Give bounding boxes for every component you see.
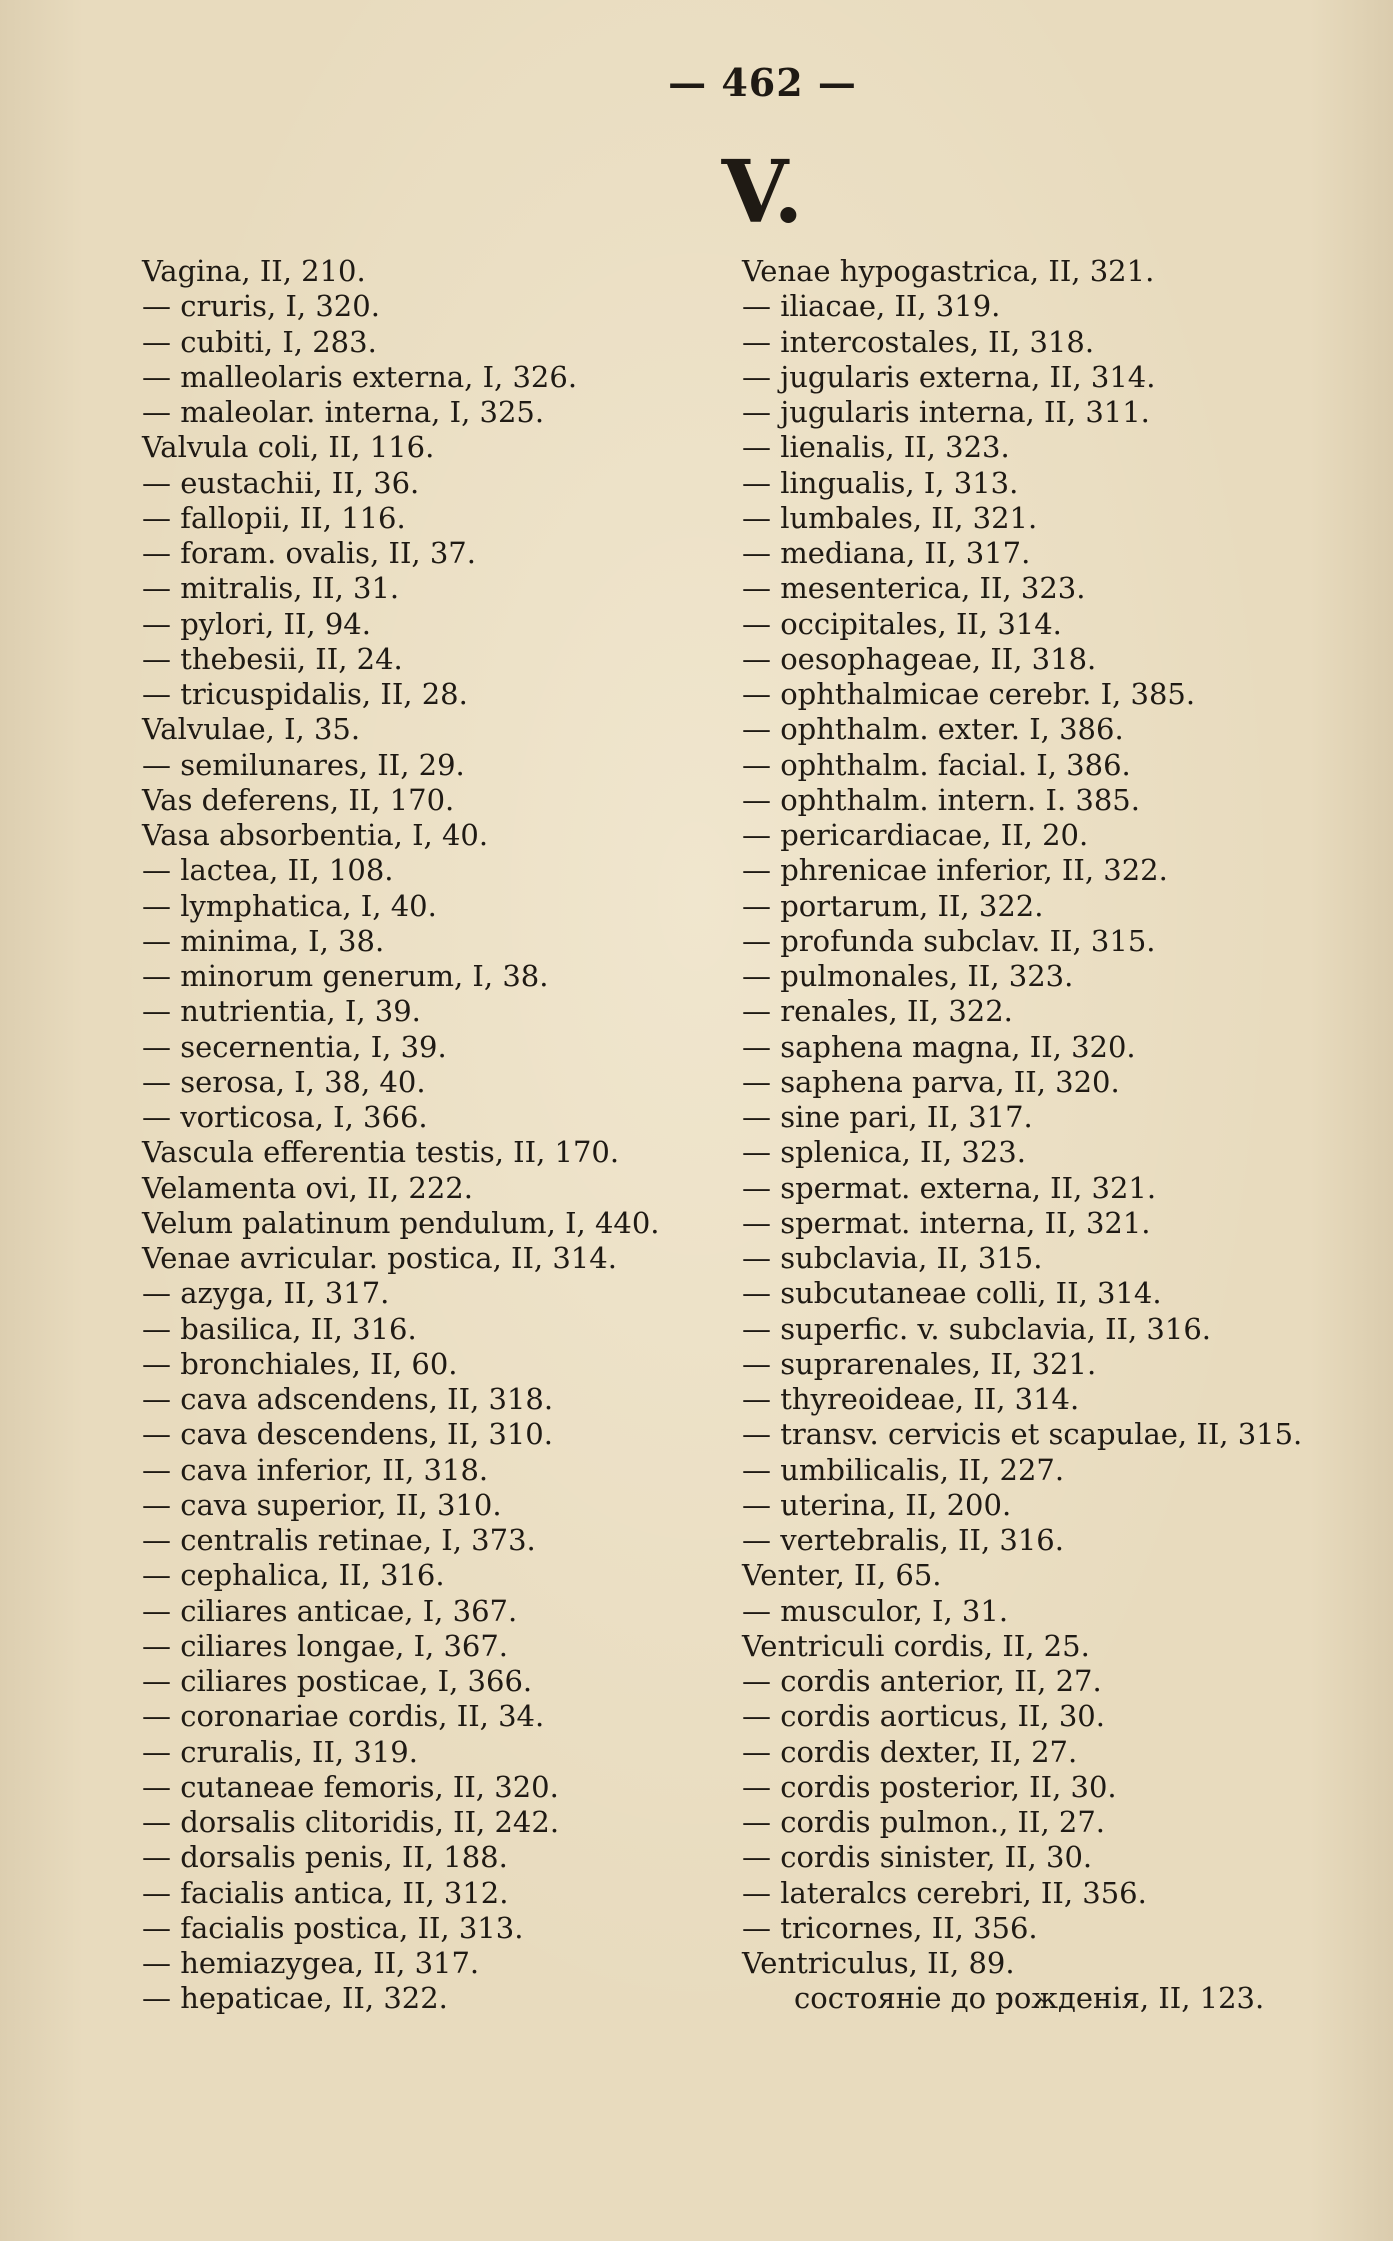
index-entry: Venter, II, 65. [742, 1558, 942, 1593]
index-entry: — lingualis, I, 313. [742, 465, 1019, 500]
index-entry: — ciliares posticae, I, 366. [142, 1664, 533, 1698]
index-entry: — saphena parva, II, 320. [742, 1064, 1120, 1099]
index-entry: — cordis dexter, II, 27. [742, 1734, 1078, 1769]
index-entry: — tricuspidalis, II, 28. [142, 677, 468, 711]
index-entry: — minima, I, 38. [142, 923, 385, 958]
index-entry: — profunda subclav. II, 315. [742, 923, 1156, 958]
index-entry: — pulmonales, II, 323. [742, 959, 1074, 993]
index-entry: — centralis retinae, I, 373. [142, 1523, 536, 1557]
index-entry: — iliacae, II, 319. [742, 289, 1001, 324]
index-entry: — lumbales, II, 321. [742, 500, 1038, 535]
index-entry: — cruris, I, 320. [142, 289, 380, 324]
index-entry: — occipitales, II, 314. [742, 606, 1062, 641]
index-entry: — cordis aorticus, II, 30. [742, 1699, 1105, 1734]
index-entry: — tricornes, II, 356. [742, 1910, 1038, 1945]
index-entry: — thyreoideae, II, 314. [742, 1382, 1080, 1416]
page-number: — 462 — [668, 60, 857, 105]
section-heading: V. [721, 142, 804, 243]
index-entry: — cava adscendens, II, 318. [142, 1382, 554, 1416]
index-entry: — cephalica, II, 316. [142, 1558, 445, 1593]
index-entry: — portarum, II, 322. [742, 888, 1044, 923]
index-entry: — hepaticae, II, 322. [142, 1981, 448, 2016]
index-entry: — transv. cervicis et scapulae, II, 315. [742, 1417, 1303, 1452]
index-entry: — saphena magna, II, 320. [742, 1029, 1136, 1064]
index-entry: Valvula coli, II, 116. [142, 430, 435, 465]
index-entry: — cava descendens, II, 310. [142, 1417, 553, 1452]
index-entry: — ophthalm. intern. I. 385. [742, 782, 1140, 817]
index-entry: — ophthalmicae cerebr. I, 385. [742, 677, 1196, 711]
index-entry: — renales, II, 322. [742, 994, 1013, 1029]
index-entry: Ventriculi cordis, II, 25. [742, 1628, 1090, 1663]
index-entry: — vertebralis, II, 316. [742, 1523, 1064, 1557]
index-entry: — dorsalis clitoridis, II, 242. [142, 1805, 560, 1839]
index-entry: — mitralis, II, 31. [142, 571, 400, 606]
index-entry: — jugularis externa, II, 314. [742, 359, 1156, 394]
index-entry: — thebesii, II, 24. [142, 641, 403, 676]
index-entry: Velamenta ovi, II, 222. [142, 1170, 473, 1205]
index-entry: — umbilicalis, II, 227. [742, 1452, 1065, 1487]
index-entry: — vorticosa, I, 366. [142, 1100, 428, 1134]
index-entry: Ventriculus, II, 89. [742, 1946, 1015, 1980]
index-entry: — lactea, II, 108. [142, 853, 394, 888]
index-entry: — coronariae cordis, II, 34. [142, 1699, 545, 1734]
index-entry: — splenica, II, 323. [742, 1135, 1026, 1170]
index-entry: — suprarenales, II, 321. [742, 1346, 1097, 1381]
index-entry: — maleolar. interna, I, 325. [142, 395, 545, 429]
index-entry: — cordis sinister, II, 30. [742, 1840, 1093, 1875]
index-entry: Velum palatinum pendulum, I, 440. [142, 1205, 660, 1240]
index-entry: — phrenicae inferior, II, 322. [742, 853, 1168, 888]
index-entry: — malleolaris externa, I, 326. [142, 359, 578, 394]
index-entry: — serosa, I, 38, 40. [142, 1064, 426, 1099]
index-entry: — spermat. externa, II, 321. [742, 1170, 1157, 1205]
index-column-right [742, 254, 1302, 2017]
index-entry: — uterina, II, 200. [742, 1487, 1012, 1522]
index-entry: — foram. ovalis, II, 37. [142, 536, 476, 570]
index-entry: — fallopii, II, 116. [142, 500, 406, 535]
index-entry: — lateralcs cerebri, II, 356. [742, 1875, 1147, 1910]
index-entry: — semilunares, II, 29. [142, 747, 465, 782]
index-entry: — jugularis interna, II, 311. [742, 395, 1150, 429]
index-entry: — facialis postica, II, 313. [142, 1910, 524, 1945]
index-entry: — intercostales, II, 318. [742, 324, 1095, 359]
index-entry: — azyga, II, 317. [142, 1276, 390, 1311]
index-entry: — eustachii, II, 36. [142, 465, 420, 500]
index-entry: — ciliares anticae, I, 367. [142, 1593, 518, 1628]
index-entry: — mediana, II, 317. [742, 536, 1031, 570]
index-entry: — ciliares longae, I, 367. [142, 1628, 509, 1663]
index-entry: — cava inferior, II, 318. [142, 1452, 489, 1487]
index-entry: — dorsalis penis, II, 188. [142, 1840, 508, 1875]
index-entry: Vas deferens, II, 170. [142, 782, 455, 817]
index-entry: — lymphatica, I, 40. [142, 888, 437, 923]
index-entry: — cordis posterior, II, 30. [742, 1769, 1117, 1804]
index-entry: — facialis antica, II, 312. [142, 1875, 509, 1910]
index-entry: — cordis pulmon., II, 27. [742, 1805, 1105, 1839]
index-entry: — ophthalm. facial. I, 386. [742, 747, 1131, 782]
index-entry: — subcutaneae colli, II, 314. [742, 1276, 1162, 1311]
index-entry: Valvulae, I, 35. [142, 712, 361, 747]
index-entry: — cruralis, II, 319. [142, 1734, 418, 1769]
index-entry: — nutrientia, I, 39. [142, 994, 421, 1029]
index-entry: — lienalis, II, 323. [742, 430, 1010, 465]
index-entry: Vagina, II, 210. [142, 254, 366, 288]
index-entry: — cutaneae femoris, II, 320. [142, 1769, 559, 1804]
index-entry: — basilica, II, 316. [142, 1311, 417, 1346]
index-entry: — cava superior, II, 310. [142, 1487, 502, 1522]
index-entry: — bronchiales, II, 60. [142, 1346, 458, 1381]
index-entry: — cordis anterior, II, 27. [742, 1664, 1102, 1698]
index-entry: — secernentia, I, 39. [142, 1029, 447, 1064]
index-entry: — sine pari, II, 317. [742, 1100, 1033, 1134]
index-entry: — superfic. v. subclavia, II, 316. [742, 1311, 1211, 1346]
index-entry: — mesenterica, II, 323. [742, 571, 1086, 606]
index-entry: состоянiе до рожденiя, II, 123. [794, 1981, 1265, 2016]
index-entry: Venae hypogastrica, II, 321. [742, 254, 1155, 288]
index-entry: — subclavia, II, 315. [742, 1241, 1043, 1275]
index-entry: Vascula efferentia testis, II, 170. [142, 1135, 620, 1170]
index-entry: — musculor, I, 31. [742, 1593, 1009, 1628]
index-entry: Venae avricular. postica, II, 314. [142, 1241, 617, 1275]
index-entry: — pylori, II, 94. [142, 606, 371, 641]
index-entry: — spermat. interna, II, 321. [742, 1205, 1151, 1240]
index-entry: — minorum generum, I, 38. [142, 959, 549, 993]
index-entry: — oesophageae, II, 318. [742, 641, 1097, 676]
index-entry: — cubiti, I, 283. [142, 324, 377, 359]
index-column-left [142, 254, 660, 2017]
index-entry: — ophthalm. exter. I, 386. [742, 712, 1124, 747]
index-entry: Vasa absorbentia, I, 40. [142, 818, 489, 852]
index-entry: — pericardiacae, II, 20. [742, 818, 1089, 852]
index-entry: — hemiazygea, II, 317. [142, 1946, 480, 1980]
